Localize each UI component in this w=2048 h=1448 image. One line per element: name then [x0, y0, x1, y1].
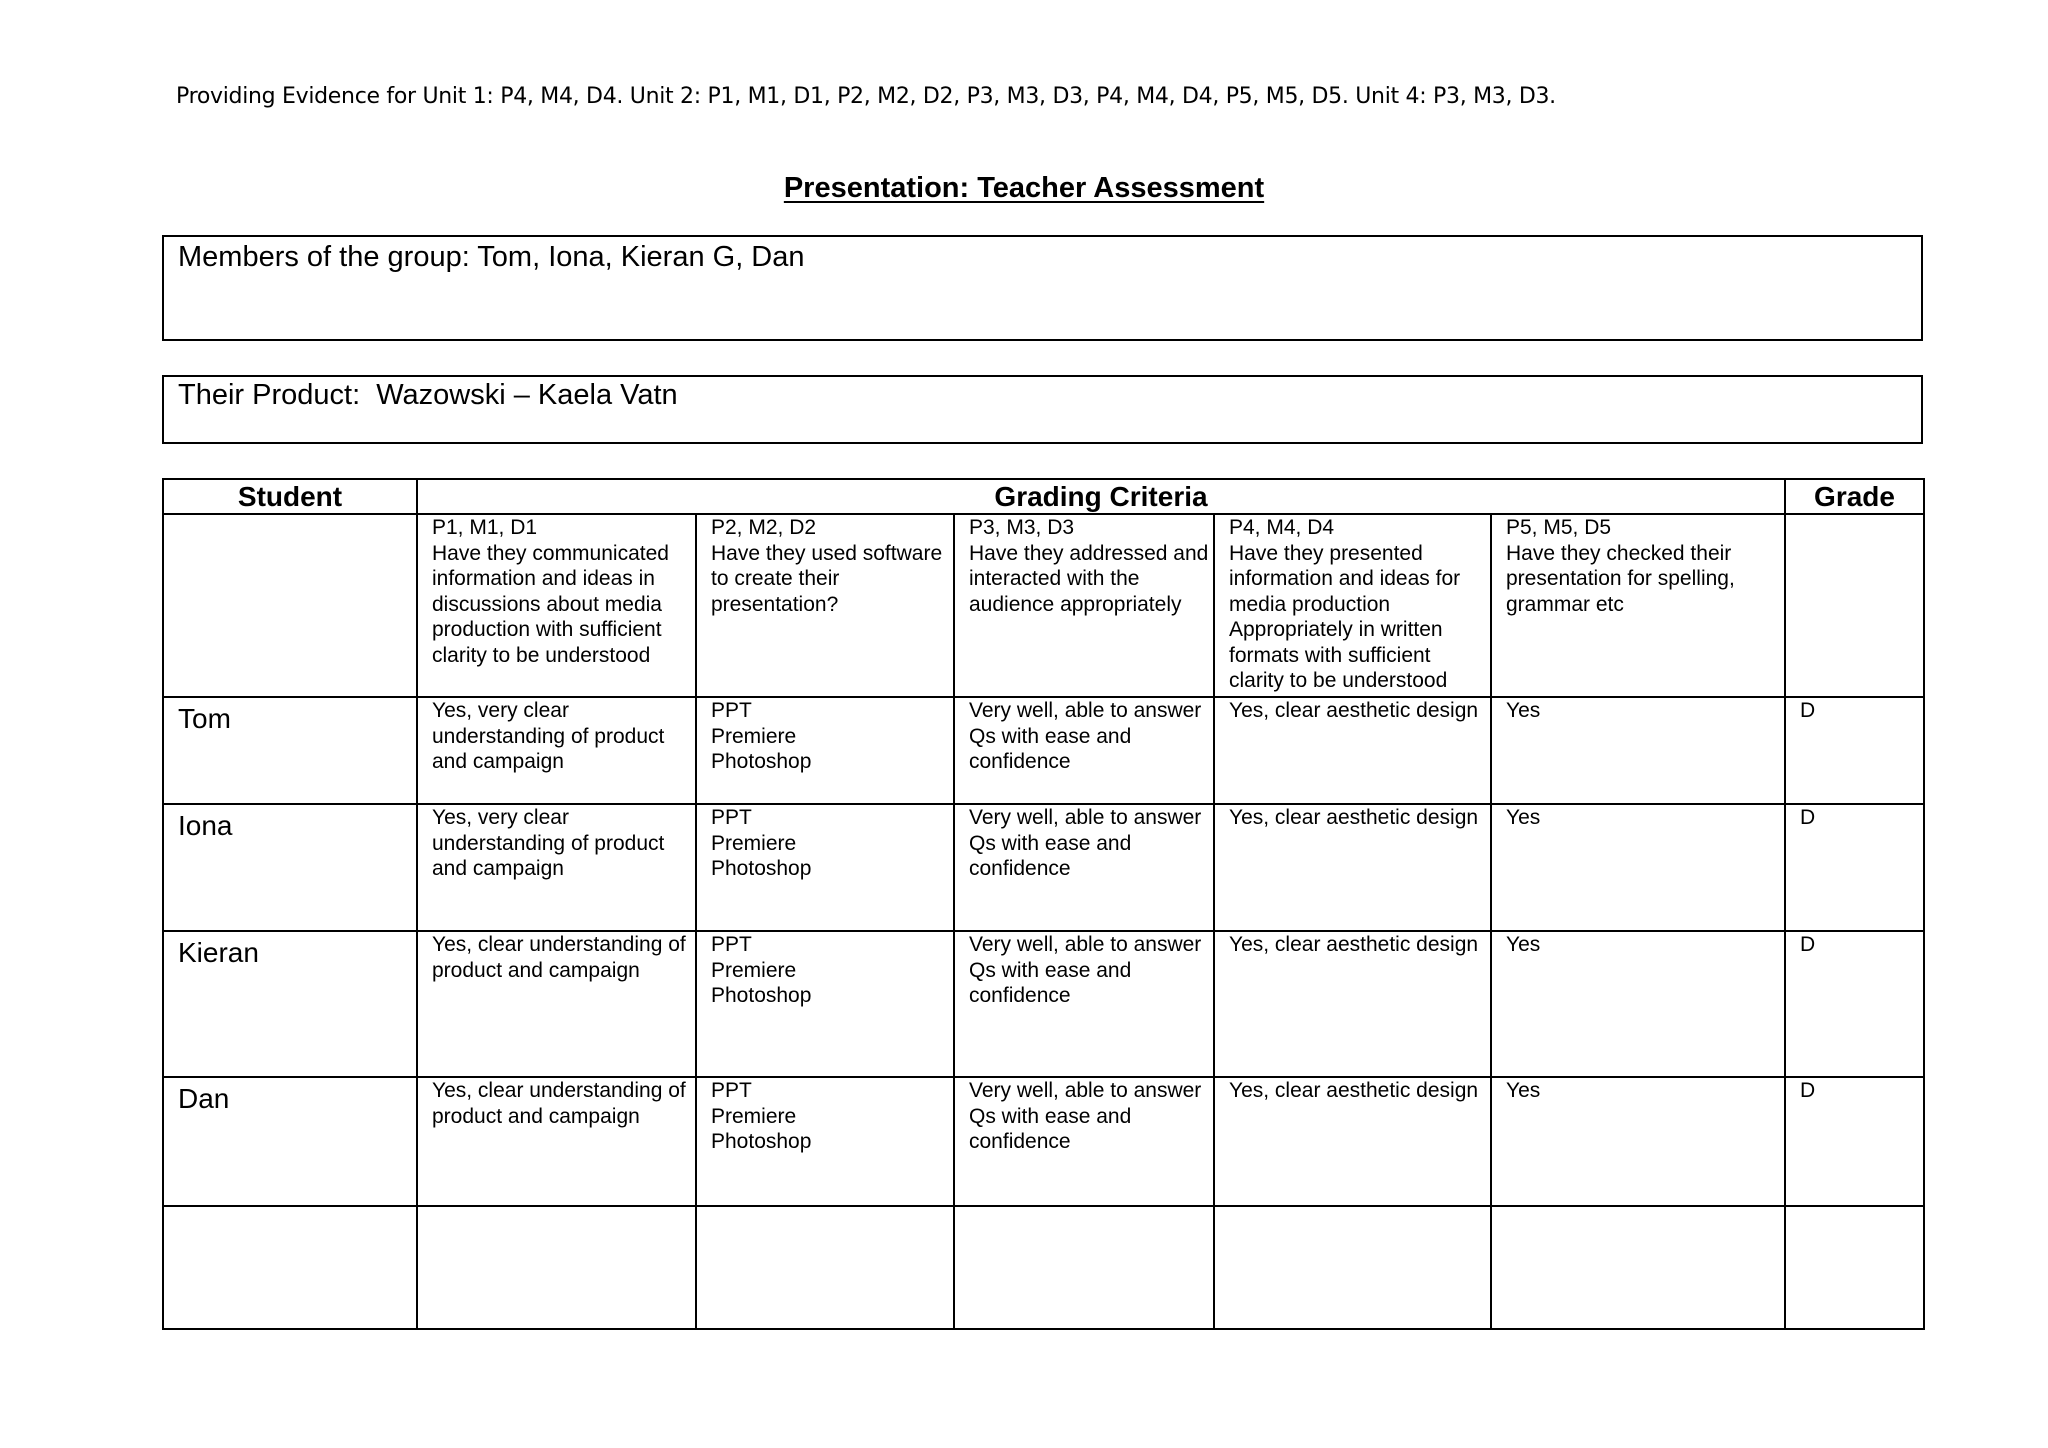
table-cell	[1214, 1077, 1491, 1206]
empty-cell	[696, 1206, 954, 1329]
table-row	[163, 804, 1924, 931]
cell-text: Very well, able to answer Qs with ease and confidence	[969, 806, 1202, 880]
empty-cell	[417, 1206, 696, 1329]
cell-text: Yes, clear aesthetic design	[1229, 933, 1479, 956]
criteria-row	[163, 514, 1924, 697]
table-cell	[1491, 804, 1785, 931]
empty-row	[163, 1206, 1924, 1329]
page-title-text: Presentation: Teacher Assessment	[783, 172, 1265, 204]
table-cell	[1491, 931, 1785, 1077]
grading-criteria-header: Grading Criteria	[417, 479, 1785, 514]
cell-text: Very well, able to answer Qs with ease and confidence	[969, 699, 1202, 773]
table-cell	[954, 1077, 1214, 1206]
table-cell	[696, 804, 954, 931]
cell-text: PPT Premiere Photoshop	[711, 933, 812, 1007]
grade-cell: D	[1785, 931, 1924, 1077]
cell-text: Yes, very clear understanding of product and campaign	[432, 699, 665, 773]
assessment-table	[162, 478, 1925, 1330]
criteria-cell	[954, 514, 1214, 697]
header-row	[163, 479, 1924, 514]
student-header: Student	[163, 479, 417, 514]
cell-text: Yes, clear understanding of product and campaign	[432, 933, 686, 982]
cell-text: PPT Premiere Photoshop	[711, 806, 812, 880]
criteria-text: P3, M3, D3 Have they addressed and interacted with the audience appropriately	[969, 516, 1209, 616]
table-cell	[954, 804, 1214, 931]
table-row	[163, 697, 1924, 804]
cell-text: PPT Premiere Photoshop	[711, 699, 812, 773]
criteria-student-cell	[163, 514, 417, 697]
table-cell	[417, 804, 696, 931]
table-row	[163, 931, 1924, 1077]
grade-header: Grade	[1785, 479, 1924, 514]
criteria-cell	[417, 514, 696, 697]
table-cell	[696, 931, 954, 1077]
table-cell	[417, 697, 696, 804]
criteria-cell	[1491, 514, 1785, 697]
cell-text: Yes, very clear understanding of product and campaign	[432, 806, 665, 880]
student-name: Iona	[163, 804, 417, 931]
table-cell	[417, 1077, 696, 1206]
empty-cell	[1214, 1206, 1491, 1329]
criteria-grade-cell	[1785, 514, 1924, 697]
table-row	[163, 1077, 1924, 1206]
evidence-statement: Providing Evidence for Unit 1: P4, M4, D4. Unit 2: P1, M1, D1, P2, M2, D2, P3, M3, D3, P4, M4, D4, P5, M5, D5. Unit 4: P3, M3, D3.	[176, 84, 1556, 109]
student-name: Kieran	[163, 931, 417, 1077]
table-cell	[417, 931, 696, 1077]
cell-text: Yes	[1506, 1079, 1541, 1102]
cell-text: PPT Premiere Photoshop	[711, 1079, 812, 1153]
criteria-text: P1, M1, D1 Have they communicated information and ideas in discussions about media production with sufficient clarity to be understood	[432, 516, 669, 667]
criteria-cell	[1214, 514, 1491, 697]
empty-cell	[1785, 1206, 1924, 1329]
grade-cell: D	[1785, 1077, 1924, 1206]
table-cell	[1214, 931, 1491, 1077]
student-name: Tom	[163, 697, 417, 804]
table-cell	[1491, 1077, 1785, 1206]
table-cell	[954, 697, 1214, 804]
cell-text: Yes	[1506, 806, 1541, 829]
student-name: Dan	[163, 1077, 417, 1206]
members-box: Members of the group: Tom, Iona, Kieran G, Dan	[162, 235, 1923, 341]
cell-text: Very well, able to answer Qs with ease and confidence	[969, 1079, 1202, 1153]
criteria-text: P2, M2, D2 Have they used software to create their presentation?	[711, 516, 943, 616]
table-cell	[696, 1077, 954, 1206]
criteria-cell	[696, 514, 954, 697]
cell-text: Yes, clear aesthetic design	[1229, 806, 1479, 829]
table-cell	[954, 931, 1214, 1077]
grade-cell: D	[1785, 697, 1924, 804]
page-title	[0, 172, 2048, 205]
cell-text: Very well, able to answer Qs with ease and confidence	[969, 933, 1202, 1007]
empty-cell	[954, 1206, 1214, 1329]
cell-text: Yes	[1506, 933, 1541, 956]
criteria-text: P4, M4, D4 Have they presented information and ideas for media production Appropriately in written formats with sufficient clarity to be understood	[1229, 516, 1461, 692]
cell-text: Yes, clear aesthetic design	[1229, 1079, 1479, 1102]
grade-cell: D	[1785, 804, 1924, 931]
product-box: Their Product: Wazowski – Kaela Vatn	[162, 375, 1923, 444]
table-cell	[1214, 804, 1491, 931]
cell-text: Yes, clear understanding of product and campaign	[432, 1079, 686, 1128]
table-cell	[1214, 697, 1491, 804]
cell-text: Yes	[1506, 699, 1541, 722]
table-cell	[1491, 697, 1785, 804]
criteria-text: P5, M5, D5 Have they checked their presentation for spelling, grammar etc	[1506, 516, 1735, 616]
table-cell	[696, 697, 954, 804]
cell-text: Yes, clear aesthetic design	[1229, 699, 1479, 722]
empty-cell	[163, 1206, 417, 1329]
empty-cell	[1491, 1206, 1785, 1329]
